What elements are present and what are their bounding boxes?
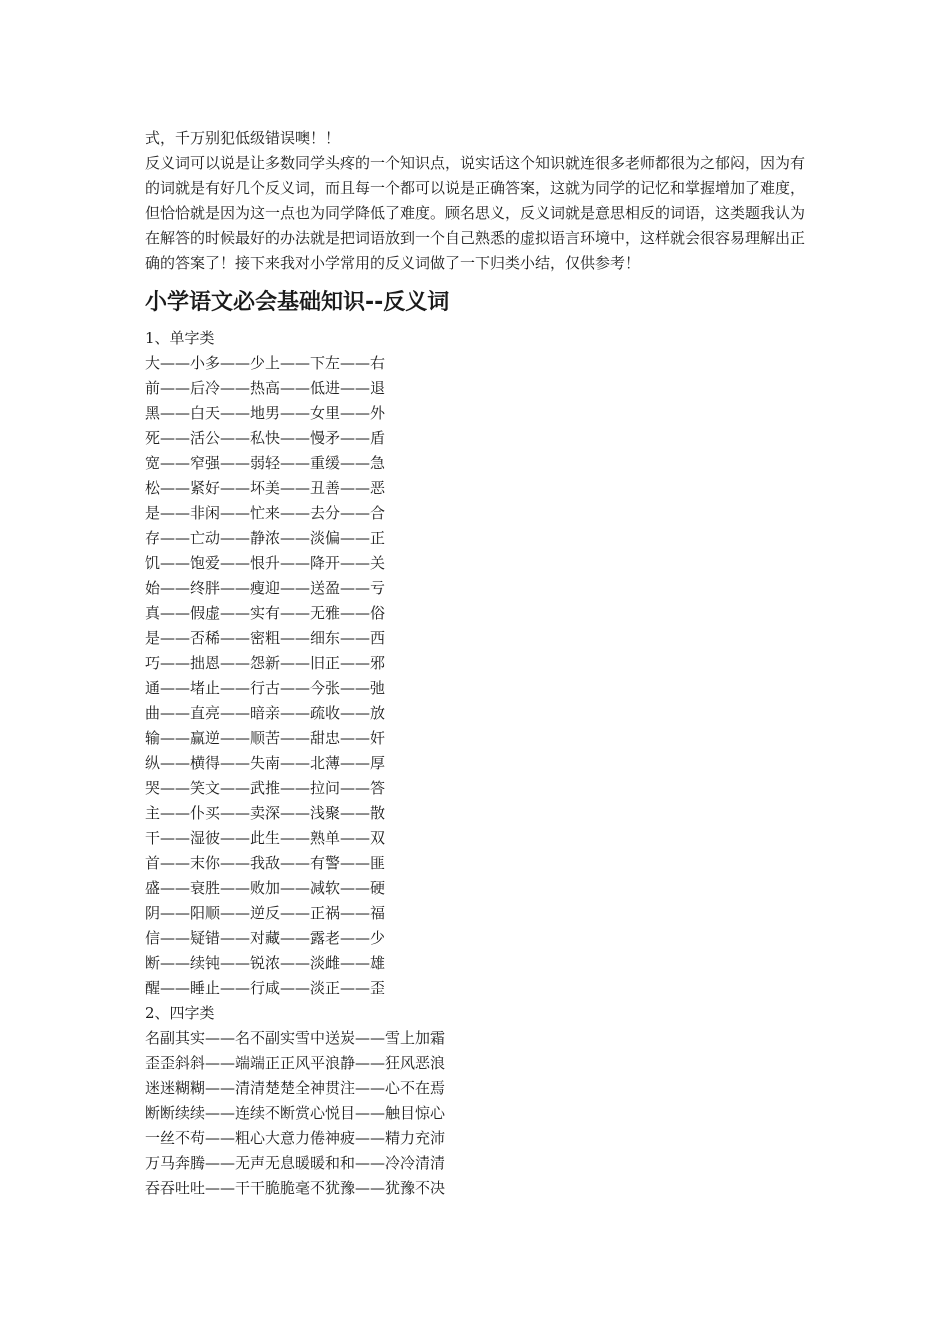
list-item: 迷迷糊糊——清清楚楚全神贯注——心不在焉	[145, 1079, 446, 1097]
list-item: 前——后冷——热高——低进——退	[145, 379, 386, 397]
list-item: 巧——拙恩——怨新——旧正——邪	[145, 654, 386, 672]
list-item: 首——末你——我敌——有警——匪	[145, 854, 386, 872]
document-page	[145, 126, 810, 1201]
list-item: 一丝不苟——粗心大意力倦神疲——精力充沛	[145, 1129, 446, 1147]
list-item: 是——非闲——忙来——去分——合	[145, 504, 386, 522]
list-item: 饥——饱爱——恨升——降开——关	[145, 554, 386, 572]
section-four-char	[145, 1001, 810, 1201]
list-item: 松——紧好——坏美——丑善——恶	[145, 479, 386, 497]
list-item: 信——疑错——对藏——露老——少	[145, 929, 386, 947]
intro-paragraph: 反义词可以说是让多数同学头疼的一个知识点，说实话这个知识就连很多老师都很为之郁闷，因为有的词就是有好几个反义词，而且每一个都可以说是正确答案，这就为同学的记忆和掌握增加了难度，但恰恰就是因为这一点也为同学降低了难度。顾名思义，反义词就是意思相反的词语，这类题我认为在解答的时候最好的办法就是把词语放到一个自己熟悉的虚拟语言环境中，这样就会很容易理解出正确的答案了！接下来我对小学常用的反义词做了一下归类小结，仅供参考！	[145, 154, 806, 272]
intro-line-1: 式，千万别犯低级错误噢！！	[145, 129, 341, 147]
list-item: 真——假虚——实有——无雅——俗	[145, 604, 386, 622]
list-item: 干——湿彼——此生——熟单——双	[145, 829, 386, 847]
list-item: 死——活公——私快——慢矛——盾	[145, 429, 386, 447]
list-item: 黑——白天——地男——女里——外	[145, 404, 386, 422]
list-item: 名副其实——名不副实雪中送炭——雪上加霜	[145, 1029, 446, 1047]
section-heading: 1、单字类	[145, 329, 215, 347]
list-item: 存——亡动——静浓——淡偏——正	[145, 529, 386, 547]
list-item: 是——否稀——密粗——细东——西	[145, 629, 386, 647]
list-item: 通——堵止——行古——今张——弛	[145, 679, 386, 697]
list-item: 歪歪斜斜——端端正正风平浪静——狂风恶浪	[145, 1054, 446, 1072]
list-item: 阴——阳顺——逆反——正祸——福	[145, 904, 386, 922]
list-item: 纵——横得——失南——北薄——厚	[145, 754, 386, 772]
document-title: 小学语文必会基础知识--反义词	[145, 290, 450, 315]
section-heading: 2、四字类	[145, 1004, 215, 1022]
list-item: 断断续续——连续不断赏心悦目——触目惊心	[145, 1104, 446, 1122]
list-item: 盛——衰胜——败加——减软——硬	[145, 879, 386, 897]
list-item: 输——赢逆——顺苦——甜忠——奸	[145, 729, 386, 747]
list-item: 始——终胖——瘦迎——送盈——亏	[145, 579, 386, 597]
list-item: 主——仆买——卖深——浅聚——散	[145, 804, 386, 822]
list-item: 宽——窄强——弱轻——重缓——急	[145, 454, 386, 472]
list-item: 吞吞吐吐——干干脆脆毫不犹豫——犹豫不决	[145, 1179, 446, 1197]
list-item: 大——小多——少上——下左——右	[145, 354, 386, 372]
section-single-char	[145, 326, 810, 1001]
list-item: 醒——睡止——行咸——淡正——歪	[145, 979, 386, 997]
list-item: 万马奔腾——无声无息暖暖和和——冷冷清清	[145, 1154, 446, 1172]
list-item: 断——续钝——锐浓——淡雌——雄	[145, 954, 386, 972]
list-item: 哭——笑文——武推——拉问——答	[145, 779, 386, 797]
list-item: 曲——直亮——暗亲——疏收——放	[145, 704, 386, 722]
